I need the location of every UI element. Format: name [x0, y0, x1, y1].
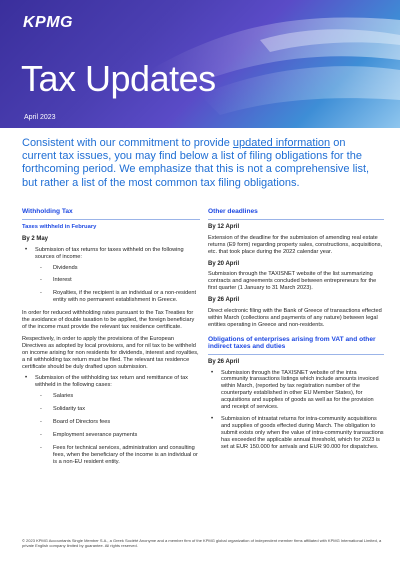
paragraph: In order for reduced withholding rates pursuant to the Tax Treaties for the avoidance of double taxation to be applied, the foreign beneficiary of the income must provide the relevant tax residence certificate.	[22, 310, 195, 330]
page-title: Tax Updates	[21, 58, 216, 99]
header-banner	[0, 0, 400, 128]
issue-date: April 2023	[24, 114, 56, 121]
deadline-date: By 20 April	[208, 260, 240, 267]
kpmg-logo: KPMG	[23, 14, 73, 31]
bullet-list	[208, 370, 384, 451]
updated-information-link[interactable]: updated information	[232, 137, 331, 149]
left-column	[22, 209, 200, 472]
list-item	[22, 375, 200, 465]
paragraph: Direct electronic filing with the Bank of Greece of transactions effected within March (collections and payments of any nature) between legal entities operating in Greece and non-residents.	[208, 308, 382, 328]
list-item	[22, 247, 200, 304]
vat-obligations-heading: Obligations of enterprises arising from VAT and other indirect taxes and duties	[208, 337, 384, 355]
sub-list-item: - Employment severance payments	[35, 432, 200, 439]
paragraph: Respectively, in order to apply the provisions of the European Directives as adopted by local provisions, and for nil tax to be withheld on income arising for non residents for dividends, interest and royalties, a nil withholding tax return must be filed. The relevant tax residence certificate should be duly drafted upon submission.	[22, 335, 199, 370]
sub-list-item: - Fees for technical services, administration and consulting fees, when the beneficiary of the income is an individual or is a non-EU resident entity.	[35, 445, 200, 466]
paragraph: Submission through the TAXISNET website of the list summarizing contracts and agreements concluded between entrepreneurs for the first quarter (1 January to 31 March 2023).	[208, 271, 377, 292]
sub-list-item: - Interest	[35, 277, 200, 284]
deadline-date: By 26 April	[208, 358, 240, 365]
deadline-date: By 12 April	[208, 223, 240, 230]
intro-text-after: on current tax issues, you may find below a list of filing obligations for the forthcoming period. We emphasize that this is not a comprehensive list, but rather a list of the most common tax filing obligations.	[22, 137, 370, 189]
intro-text-before: Consistent with our commitment to provide	[22, 137, 233, 149]
deadline-date: By 2 May	[22, 235, 49, 242]
sub-list-item: - Royalties, if the recipient is an individual or a non-resident entity with no permanent establishment in Greece.	[35, 290, 200, 304]
bullet-text: Submission of the withholding tax return and remittance of tax withheld in the following cases:	[35, 375, 188, 389]
taxes-withheld-subheading: Taxes withheld in February	[22, 223, 97, 230]
deadline-date: By 26 April	[208, 297, 240, 304]
sub-list-item: - Salaries	[35, 393, 200, 400]
paragraph: Extension of the deadline for the submission of amending real estate returns (E9 form) regarding property sales, constructions, acquisitions, etc. that took place during the 2022 calendar year.	[208, 234, 383, 255]
sub-list	[35, 393, 200, 465]
bullet-list	[22, 247, 200, 304]
sub-list-item: - Board of Directors fees	[35, 419, 200, 426]
bullet-text: Submission of tax returns for taxes withheld on the following sources of income:	[35, 246, 184, 260]
withholding-tax-heading: Withholding Tax	[22, 209, 200, 220]
list-item: • Submission of intrastat returns for intra-community acquisitions and supplies of goods effected during March. The obligation to submit exists only when the value of intra-community transactions has exceeded the applicable annual threshold, which for 2023 is set at EUR 150.000 for arrivals and EUR 90.000 for dispatches.	[208, 416, 384, 451]
sub-list-item: - Dividends	[35, 265, 200, 272]
right-column	[208, 209, 384, 455]
sub-list-item: - Solidarity tax	[35, 406, 200, 413]
other-deadlines-heading: Other deadlines	[208, 209, 384, 220]
list-item: • Submission through the TAXISNET website of the intra community transactions listings which include amounts invoiced within March, (reported by tax registration number of the counterparty established in other EU Member States), for acquisitions and supplies of goods as well as for the provision and receipt of services.	[208, 370, 384, 411]
bullet-list	[22, 375, 200, 465]
sub-list	[35, 265, 200, 305]
intro-paragraph	[22, 137, 382, 190]
copyright-footer: © 2023 KPMG Accountants Single Member S.A., a Greek Société Anonyme and a member firm of the KPMG global organization of independent member firms affiliated with KPMG International Limited, a private English company limited by guarantee. All rights reserved.	[22, 538, 382, 548]
